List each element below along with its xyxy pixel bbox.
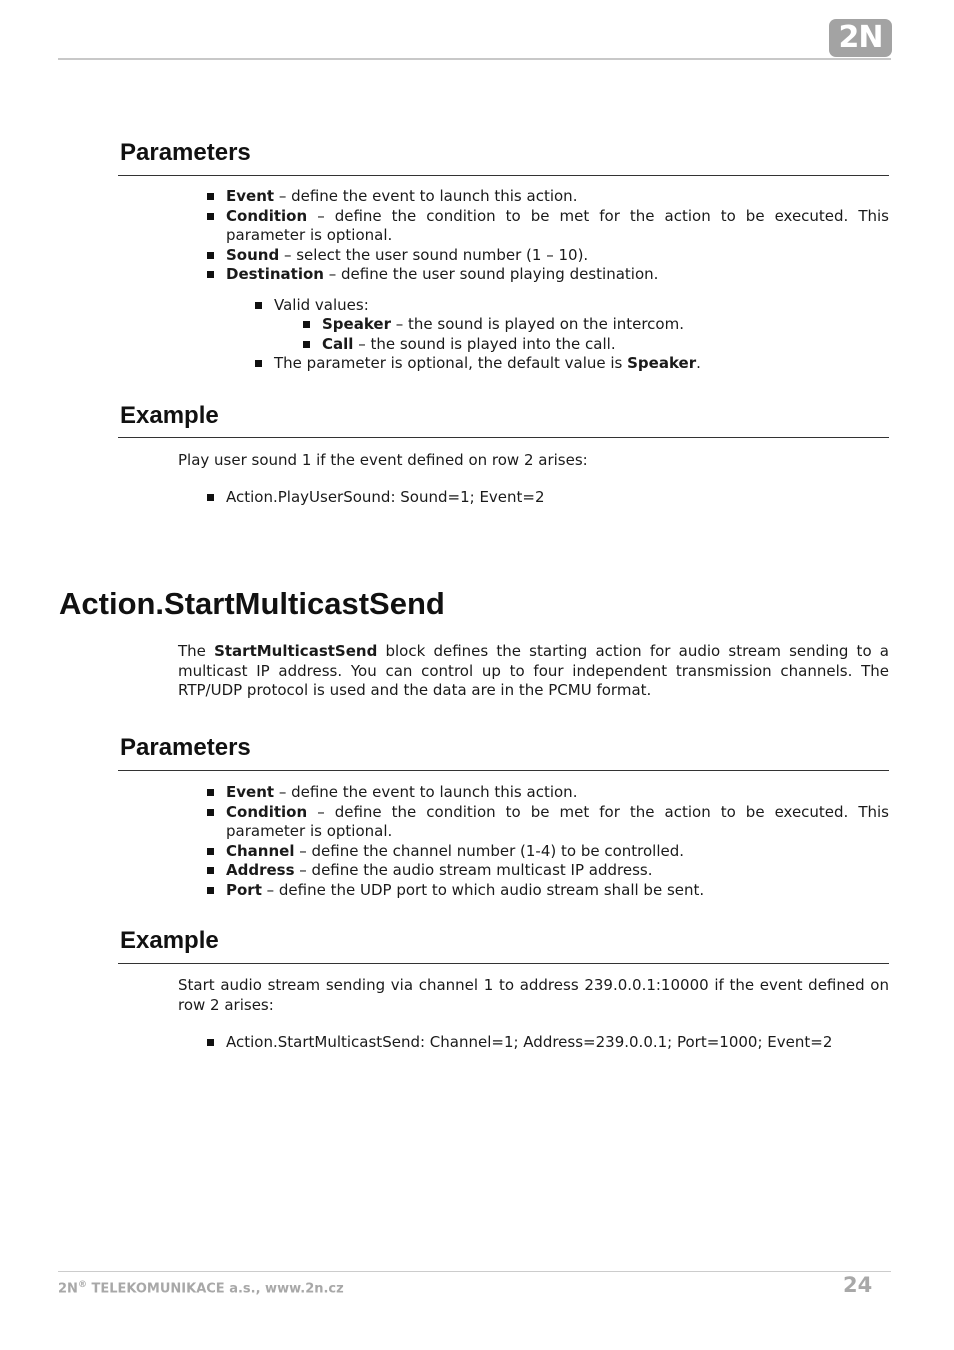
destination-optional-list: [254, 354, 874, 374]
list-item: Action.StartMulticastSend: Channel=1; Address=239.0.0.1; Port=1000; Event=2: [206, 1033, 896, 1053]
list-item: Destination – define the user sound playing destination.: [206, 265, 889, 285]
parameters-heading: Parameters: [120, 734, 251, 761]
heading-rule: [118, 770, 889, 771]
list-item: Action.PlayUserSound: Sound=1; Event=2: [206, 488, 889, 508]
example-list: [206, 488, 889, 508]
list-item: Address – define the audio stream multicast IP address.: [206, 861, 889, 881]
footer-divider: [58, 1271, 891, 1272]
list-item: Port – define the UDP port to which audio stream shall be sent.: [206, 881, 889, 901]
destination-values-list: [302, 315, 882, 354]
parameter-list: [206, 783, 889, 900]
example-description: Start audio stream sending via channel 1 to address 239.0.0.1:10000 if the event defined on row 2 arises:: [178, 976, 889, 1014]
list-item: Sound – select the user sound number (1 – 10).: [206, 246, 889, 266]
brand-logo: 2N: [829, 19, 892, 57]
list-item: Condition – define the condition to be met for the action to be executed. This parameter is optional.: [206, 803, 889, 842]
parameters-heading: Parameters: [120, 139, 251, 166]
list-item: Valid values:: [254, 296, 874, 316]
list-item: Event – define the event to launch this action.: [206, 187, 889, 207]
heading-rule: [118, 963, 889, 964]
destination-sublist: [254, 296, 874, 316]
list-item: Channel – define the channel number (1-4) to be controlled.: [206, 842, 889, 862]
list-item: Speaker – the sound is played on the intercom.: [302, 315, 882, 335]
list-item: The parameter is optional, the default value is Speaker.: [254, 354, 874, 374]
list-item: Call – the sound is played into the call.: [302, 335, 882, 355]
list-item: Condition – define the condition to be met for the action to be executed. This parameter is optional.: [206, 207, 889, 246]
list-item: Event – define the event to launch this action.: [206, 783, 889, 803]
heading-rule: [118, 175, 889, 176]
footer-company: 2N® TELEKOMUNIKACE a.s., www.2n.cz: [58, 1280, 344, 1297]
example-description: Play user sound 1 if the event defined on row 2 arises:: [178, 451, 588, 469]
intro-paragraph: The StartMulticastSend block defines the starting action for audio stream sending to a multicast IP address. You can control up to four independent transmission channels. The RTP/UDP protocol is used and the data are in the PCMU format.: [178, 642, 889, 699]
example-list: [206, 1033, 896, 1053]
header-divider: [58, 58, 891, 60]
example-heading: Example: [120, 927, 219, 954]
page-number: 24: [843, 1273, 873, 1297]
parameter-list: [206, 187, 889, 285]
heading-rule: [118, 437, 889, 438]
example-heading: Example: [120, 402, 219, 429]
section-title: Action.StartMulticastSend: [59, 586, 445, 621]
